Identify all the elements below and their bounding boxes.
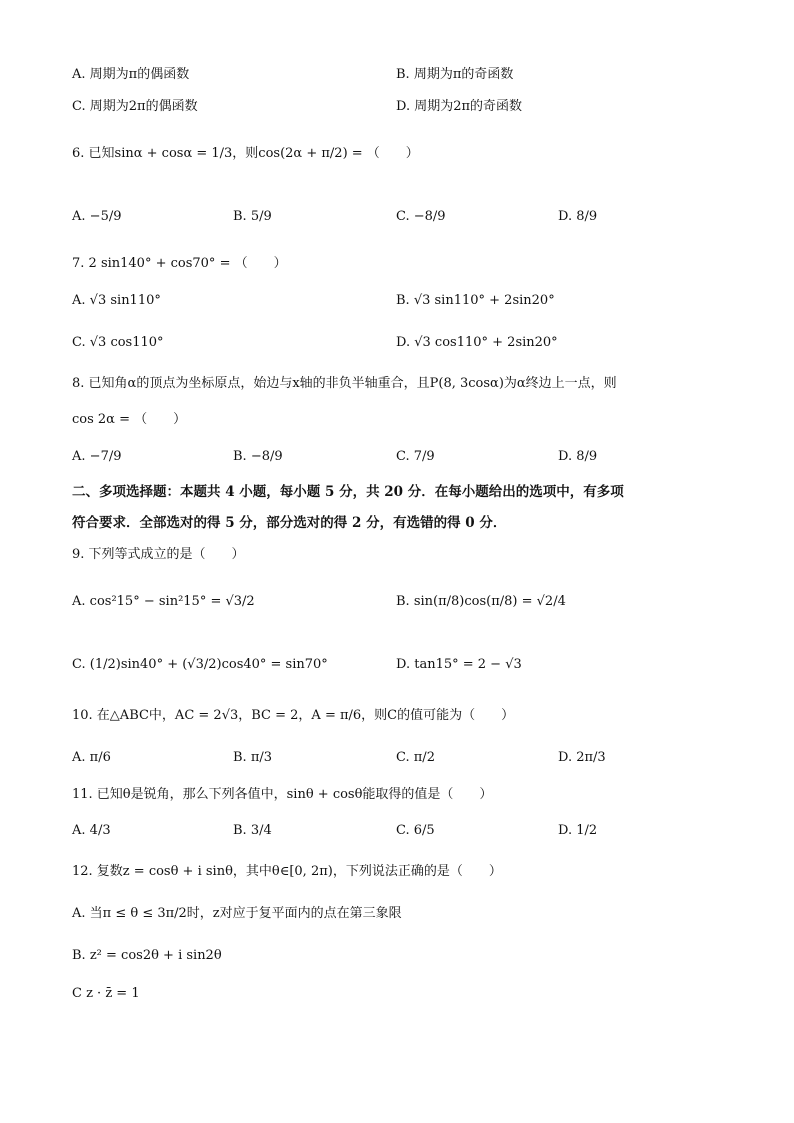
q7-option-b: B. √3 sin110° + 2sin20°: [396, 293, 555, 308]
q8-option-d: D. 8/9: [558, 449, 598, 464]
q5-option-b: B. 周期为π的奇函数: [396, 67, 514, 82]
q6-option-d: D. 8/9: [558, 209, 598, 224]
q7-option-d: D. √3 cos110° + 2sin20°: [396, 335, 558, 350]
q10-option-c: C. π/2: [396, 750, 435, 765]
section-2-heading-line1: 二、多项选择题：本题共 4 小题，每小题 5 分，共 20 分．在每小题给出的选项中，有多项: [72, 484, 624, 500]
q9-option-b: B. sin(π/8)cos(π/8) = √2/4: [396, 594, 566, 609]
q12-option-a: A. 当π ≤ θ ≤ 3π/2时，z对应于复平面内的点在第三象限: [72, 906, 402, 921]
q10-option-d: D. 2π/3: [558, 750, 606, 765]
q8-stem-line1: 8. 已知角α的顶点为坐标原点，始边与x轴的非负半轴重合，且P(8, 3cosα)为α终边上一点，则: [72, 376, 617, 391]
q9-option-c: C. (1/2)sin40° + (√3/2)cos40° = sin70°: [72, 657, 328, 672]
q9-option-d: D. tan15° = 2 − √3: [396, 657, 522, 672]
q12-option-b: B. z² = cos2θ + i sin2θ: [72, 948, 222, 963]
q5-option-a: A. 周期为π的偶函数: [72, 67, 190, 82]
q12-stem: 12. 复数z = cosθ + i sinθ，其中θ∈[0, 2π)，下列说法正确的是（ ）: [72, 864, 502, 879]
q11-option-d: D. 1/2: [558, 823, 598, 838]
q9-stem: 9. 下列等式成立的是（ ）: [72, 547, 245, 562]
q6-option-b: B. 5/9: [233, 209, 272, 224]
q8-option-a: A. −7/9: [72, 449, 122, 464]
q11-option-c: C. 6/5: [396, 823, 435, 838]
q12-option-c: C z · z̄ = 1: [72, 986, 140, 1001]
q6-option-c: C. −8/9: [396, 209, 446, 224]
q5-option-d: D. 周期为2π的奇函数: [396, 99, 523, 114]
q8-option-b: B. −8/9: [233, 449, 283, 464]
q11-stem: 11. 已知θ是锐角，那么下列各值中，sinθ + cosθ能取得的值是（ ）: [72, 787, 493, 802]
section-2-heading-line2: 符合要求．全部选对的得 5 分，部分选对的得 2 分，有选错的得 0 分．: [72, 515, 507, 531]
q5-option-c: C. 周期为2π的偶函数: [72, 99, 198, 114]
q10-option-b: B. π/3: [233, 750, 273, 765]
q7-option-c: C. √3 cos110°: [72, 335, 164, 350]
q10-option-a: A. π/6: [72, 750, 111, 765]
q9-option-a: A. cos²15° − sin²15° = √3/2: [72, 594, 255, 609]
q8-stem-line2: cos 2α = （ ）: [72, 412, 187, 427]
q11-option-b: B. 3/4: [233, 823, 272, 838]
q8-option-c: C. 7/9: [396, 449, 435, 464]
q6-stem: 6. 已知sinα + cosα = 1/3，则cos(2α + π/2) = （ ）: [72, 146, 419, 161]
q7-option-a: A. √3 sin110°: [72, 293, 161, 308]
q6-option-a: A. −5/9: [72, 209, 122, 224]
q10-stem: 10. 在△ABC中，AC = 2√3，BC = 2，A = π/6，则C的值可能为（ ）: [72, 708, 515, 723]
q11-option-a: A. 4/3: [72, 823, 111, 838]
q7-stem: 7. 2 sin140° + cos70° = （ ）: [72, 256, 287, 271]
